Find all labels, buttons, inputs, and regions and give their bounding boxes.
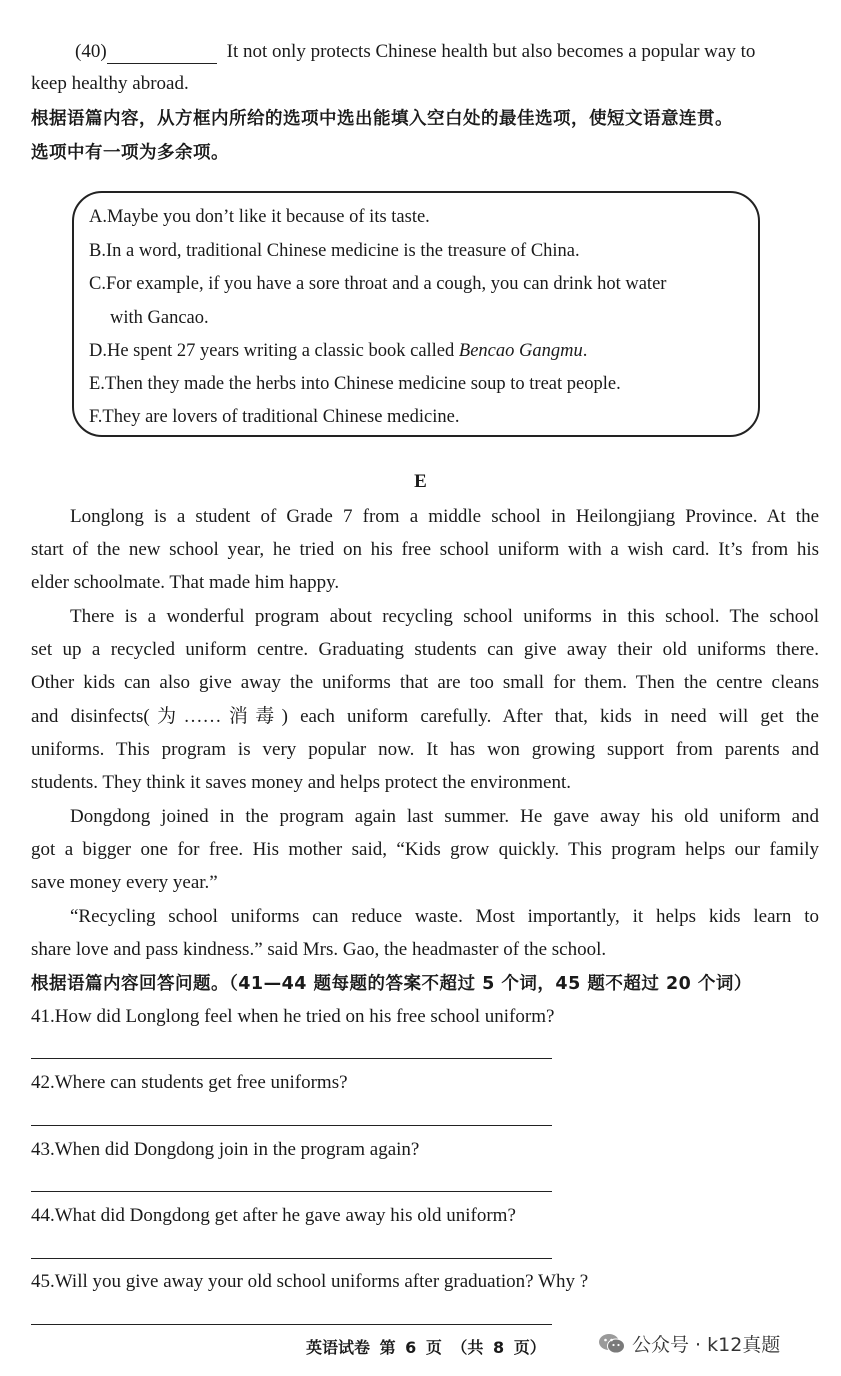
question-42: 42.Where can students get free uniforms? <box>31 1072 348 1093</box>
passage-p2-line-3: Other kids can also give away the uniforms that are too small for them. Then the centre cleans <box>31 672 819 693</box>
passage-p1-line-3: elder schoolmate. That made him happy. <box>31 572 340 593</box>
section-title: E <box>414 471 427 492</box>
passage-p1-line-2: start of the new school year, he tried on his free school uniform with a wish card. It’s from his <box>31 539 819 560</box>
question-40-text: It not only protects Chinese health but also becomes a popular way to <box>226 41 756 62</box>
option-d-prefix: D.He spent 27 years writing a classic book called <box>89 341 459 361</box>
watermark-text: 公众号 · k12真题 <box>632 1334 781 1356</box>
passage-p2-line-4: and disinfects(为……消毒) each uniform carefully. After that, kids in need will get the <box>31 706 819 727</box>
passage-p2-line-2: set up a recycled uniform centre. Graduating students can give away their old uniforms there. <box>31 639 819 660</box>
wechat-icon <box>598 1332 626 1356</box>
passage-p4-line-2: share love and pass kindness.” said Mrs. Gao, the headmaster of the school. <box>31 939 607 960</box>
question-44: 44.What did Dongdong get after he gave away his old uniform? <box>31 1205 516 1226</box>
option-a: A.Maybe you don’t like it because of its taste. <box>89 207 430 227</box>
question-43: 43.When did Dongdong join in the program again? <box>31 1139 420 1160</box>
page-footer: 英语试卷 第 6 页 （共 8 页） <box>306 1338 546 1357</box>
passage-p2-line-1: There is a wonderful program about recycling school uniforms in this school. The school <box>70 606 819 627</box>
answer-line-45[interactable] <box>31 1324 552 1325</box>
option-c-line-2: with Gancao. <box>110 308 209 328</box>
answer-blank-40[interactable] <box>107 43 217 64</box>
answer-line-44[interactable] <box>31 1258 552 1259</box>
passage-p2-line-5: uniforms. This program is very popular now. It has won growing support from parents and <box>31 739 819 760</box>
option-d-suffix: . <box>582 341 588 361</box>
option-c-line-1: C.For example, if you have a sore throat and a cough, you can drink hot water <box>89 274 667 294</box>
option-b: B.In a word, traditional Chinese medicine is the treasure of China. <box>89 241 580 261</box>
option-f: F.They are lovers of traditional Chinese medicine. <box>89 407 460 427</box>
question-45: 45.Will you give away your old school uniforms after graduation? Why ? <box>31 1271 589 1292</box>
question-40-number: (40) <box>75 41 107 62</box>
questions-instruction: 根据语篇内容回答问题。（41—44 题每题的答案不超过 5 个词，45 题不超过 20 个词） <box>31 974 752 994</box>
passage-p4-line-1: “Recycling school uniforms can reduce waste. Most importantly, it helps kids learn to <box>70 906 819 927</box>
question-40 <box>75 40 755 64</box>
passage-p3-line-3: save money every year.” <box>31 872 218 893</box>
instruction-line-2: 选项中有一项为多余项。 <box>31 143 229 163</box>
question-40-text-cont: keep healthy abroad. <box>31 73 189 94</box>
question-41: 41.How did Longlong feel when he tried on his free school uniform? <box>31 1006 555 1027</box>
answer-line-43[interactable] <box>31 1191 552 1192</box>
option-d <box>89 339 587 363</box>
answer-line-41[interactable] <box>31 1058 552 1059</box>
passage-p2-line-6: students. They think it saves money and helps protect the environment. <box>31 772 571 793</box>
passage-p3-line-1: Dongdong joined in the program again last summer. He gave away his old uniform and <box>70 806 819 827</box>
watermark <box>598 1330 780 1357</box>
option-e: E.Then they made the herbs into Chinese medicine soup to treat people. <box>89 374 621 394</box>
option-d-book-title: Bencao Gangmu <box>458 341 583 361</box>
instruction-line-1: 根据语篇内容，从方框内所给的选项中选出能填入空白处的最佳选项，使短文语意连贯。 <box>31 109 733 129</box>
passage-p1-line-1: Longlong is a student of Grade 7 from a middle school in Heilongjiang Province. At the <box>70 506 819 527</box>
passage-p3-line-2: got a bigger one for free. His mother said, “Kids grow quickly. This program helps our family <box>31 839 819 860</box>
answer-line-42[interactable] <box>31 1125 552 1126</box>
